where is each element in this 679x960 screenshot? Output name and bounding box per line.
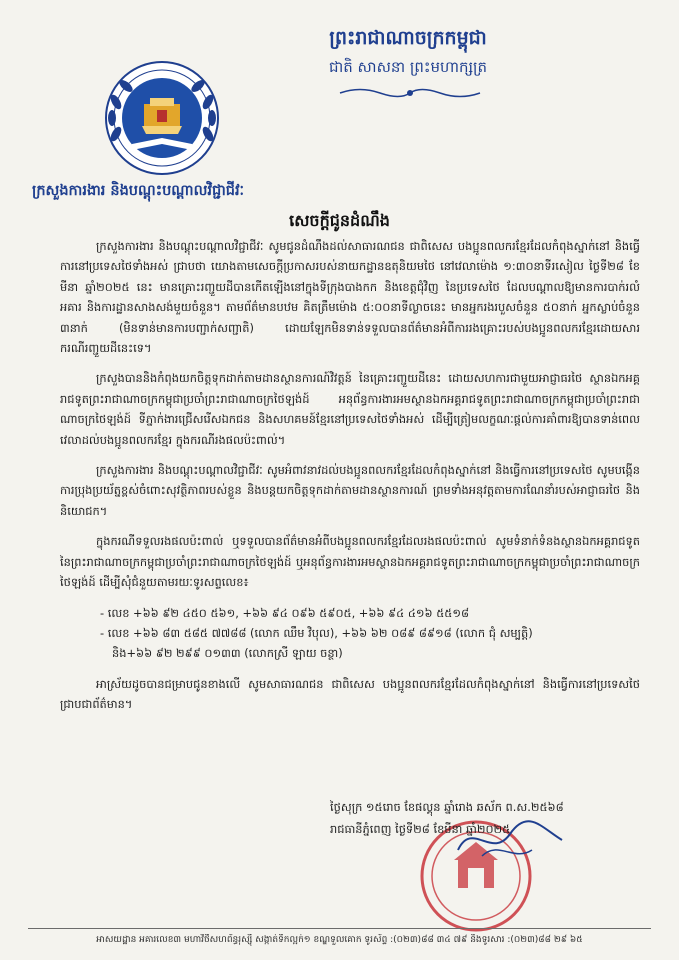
document-title: សេចក្តីជូនដំណឹង xyxy=(289,211,390,230)
national-motto: ជាតិ សាសនា ព្រះមហាក្សត្រ xyxy=(328,58,488,76)
footer-address: អាសយដ្ឋាន អគារលេខ៣ មហាវិថីសហព័ន្ធរុស្ស៊ី សង្កាត់ទឹកល្អក់១ ខណ្ឌទួលគោក ទូរស័ព្ទ :(០២៣)៨៨ ៣៤ ៧៩ និងទូរសារ :(០២៣)៨៨ ២៩ ៦៥ xyxy=(96,935,583,945)
hotline-item: - លេខ +៦៦ ៩២ ៤៥០ ៥៦១, +៦៦ ៩៤ ០៩៦ ៥៩០៥, +៦៦ ៩៤ ៤១៦ ៥៥១៨ xyxy=(100,605,470,620)
hotline-item: - លេខ +៦៦ ៨៣ ៥៨៥ ៧៧៨៨ (លោក ឈឹម វិបុល), +៦៦ ៦២ ០៨៩ ៨៩១៨ (លោក ជុំ សម្បត្តិ) xyxy=(100,625,533,640)
date-block xyxy=(330,796,650,840)
paragraph-5: អាស្រ័យដូចបានជម្រាបជូនខាងលើ សូមសាធារណជន ជាពិសេស បងប្អូនពលករខ្មែរដែលកំពុងស្នាក់នៅ និងធ្វើការនៅប្រទេសថៃ ជ្រាបជាព័ត៌មាន។ xyxy=(60,676,640,712)
document-body xyxy=(60,236,640,725)
kingdom-heading: ព្រះរាជាណាចក្រកម្ពុជា xyxy=(329,27,487,49)
paragraph-4: ក្នុងករណីទទួលរងផលប៉ះពាល់ ឬទទួលបានព័ត៌មានអំពីបងប្អូនពលករខ្មែរដែលរងផលប៉ះពាល់ សូមទំនាក់ទំនងស្ថានឯកអគ្គរាជទូតនៃព្រះរាជាណាចក្រកម្ពុជាប្រចាំព្រះរាជាណាចក្រថៃឡង់ដ៍ ឬអនុព័ន្ធការងារអមស្ថានឯកអគ្គរាជទូតព្រះរាជាណាចក្រកម្ពុជាប្រចាំព្រះរាជាណាចក្រថៃឡង់ដ៍ ដើម្បីសុំជំនួយតាមរយៈទូរសព្ទលេខ៖ xyxy=(60,534,640,590)
hotline-item: និង+៦៦ ៩២ ២៩៩ ០១៣៣ (លោកស្រី ឡាយ ចន្ថា) xyxy=(112,646,343,661)
footer-divider xyxy=(28,928,651,929)
solar-date: រាជធានីភ្នំពេញ ថ្ងៃទី២៨ ខែមីនា ឆ្នាំ២០២៥ xyxy=(330,822,511,836)
paragraph-3: ក្រសួងការងារ និងបណ្តុះបណ្តាលវិជ្ជាជីវៈ សូមអំពាវនាវដល់បងប្អូនពលករខ្មែរដែលកំពុងស្នាក់នៅ និងធ្វើការនៅប្រទេសថៃ សូមបង្កើនការប្រុងប្រយ័ត្នខ្ពស់ចំពោះសុវត្ថិភាពរបស់ខ្លួន និងបន្តយកចិត្តទុកដាក់តាមដានស្ថានការណ៍ ព្រមទាំងអនុវត្តតាមការណែនាំរបស់អាជ្ញាធរថៃ និងនិយោជក។ xyxy=(60,463,640,518)
paragraph-2: ក្រសួងបាននិងកំពុងយកចិត្តទុកដាក់តាមដានស្ថានការណ៍វិវត្តន៍ នៃគ្រោះរញ្ជួយដីនេះ ដោយសហការជាមួយអាជ្ញាធរថៃ ស្ថានឯកអគ្គរាជទូតព្រះរាជាណាចក្រកម្ពុជាប្រចាំព្រះរាជាណាចក្រថៃឡង់ដ៍ អនុព័ន្ធការងារអមស្ថានឯកអគ្គរាជទូតព្រះរាជាណាចក្រកម្ពុជាប្រចាំព្រះរាជាណាចក្រថៃឡង់ដ៍ ទីភ្នាក់ងារជ្រើសរើសឯកជន និងសហគមន៍ខ្មែរនៅប្រទេសថៃទាំងអស់ ដើម្បីត្រៀមលក្ខណៈផ្តល់ការគាំពារឱ្យបានទាន់ពេលវេលាដល់បងប្អូនពលករខ្មែរ ក្នុងករណីរងផលប៉ះពាល់។ xyxy=(60,371,640,447)
motto-ornament xyxy=(330,86,490,100)
ministry-name: ក្រសួងការងារ និងបណ្តុះបណ្តាលវិជ្ជាជីវៈ xyxy=(32,182,245,199)
ministry-logo xyxy=(102,58,222,178)
hotline-list xyxy=(100,603,640,664)
paragraph-1: ក្រសួងការងារ និងបណ្តុះបណ្តាលវិជ្ជាជីវៈ សូមជូនដំណឹងដល់សាធារណជន ជាពិសេស បងប្អូនពលករខ្មែរដែលកំពុងស្នាក់នៅ និងធ្វើការនៅប្រទេសថៃទាំងអស់ ជ្រាបថា យោងតាមសេចក្តីប្រកាសរបស់នាយកដ្ឋានឧតុនិយមថៃ នៅវេលាម៉ោង ១:៣០នាទីរសៀល ថ្ងៃទី២៨ ខែមីនា ឆ្នាំ២០២៥ នេះ មានគ្រោះរញ្ជួយដីបានកើតឡើងនៅក្នុងទីក្រុងបាងកក និងខេត្តជុំវិញ នៃប្រទេសថៃ ដែលបណ្តាលឱ្យមានការបាក់រលំអគារ និងការដ្ឋានសាងសង់មួយចំនួន។ តាមព័ត៌មានបឋម គិតត្រឹមម៉ោង ៥:០០នាទីល្ងាចនេះ មានអ្នករងរបួសចំនួន ៥០នាក់ អ្នកស្លាប់ចំនួន ៣នាក់ (មិនទាន់មានការបញ្ជាក់សញ្ជាតិ) ដោយឡែកមិនទាន់ទទួលបានព័ត៌មានអំពីការរងគ្រោះរបស់បងប្អូនពលករខ្មែរដោយសារករណីរញ្ជួយដីនេះទេ។ xyxy=(60,239,640,356)
lunar-date: ថ្ងៃសុក្រ ១៥រោច ខែផល្គុន ឆ្នាំរោង ឆស័ក ព.ស.២៥៦៨ xyxy=(330,800,564,814)
